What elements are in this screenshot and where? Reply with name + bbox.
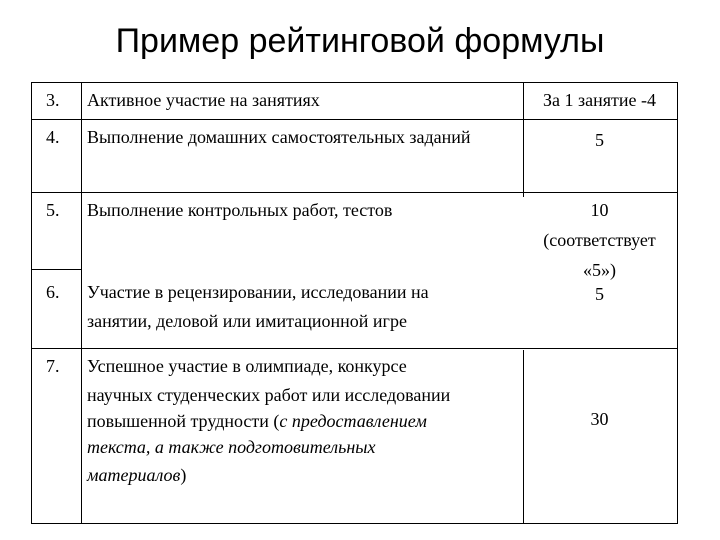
row-value: 30	[590, 409, 609, 429]
row-number: 6.	[46, 282, 60, 302]
row-description: повышенной трудности (с предоставлением	[87, 411, 427, 431]
row-description: Выполнение контрольных работ, тестов	[87, 200, 393, 220]
row-number: 3.	[46, 90, 60, 110]
row-divider	[32, 192, 677, 193]
row-value: «5»)	[583, 260, 616, 280]
row-description: Успешное участие в олимпиаде, конкурсе	[87, 356, 407, 376]
row-description: занятии, деловой или имитационной игре	[87, 311, 407, 331]
row-value: 10	[590, 200, 609, 220]
row-description: текста, а также подготовительных	[87, 437, 376, 457]
column-divider	[523, 350, 524, 523]
page-title: Пример рейтинговой формулы	[115, 22, 605, 60]
row-value: 5	[595, 130, 604, 150]
row-description: Участие в рецензировании, исследовании на	[87, 282, 429, 302]
column-divider	[81, 83, 82, 523]
row-divider	[32, 269, 81, 270]
row-description: научных студенческих работ или исследовании	[87, 385, 451, 405]
rating-table	[31, 82, 678, 524]
row-number: 5.	[46, 200, 60, 220]
row-number: 7.	[46, 356, 60, 376]
row-value: 5	[595, 284, 604, 304]
row-divider	[32, 119, 677, 120]
row-description: Выполнение домашних самостоятельных заданий	[87, 127, 471, 147]
row-description: материалов)	[87, 465, 187, 485]
row-divider	[32, 348, 677, 349]
row-number: 4.	[46, 127, 60, 147]
row-value: (соответствует	[543, 230, 656, 250]
row-value: За 1 занятие -4	[542, 90, 656, 110]
row-description: Активное участие на занятиях	[87, 90, 320, 110]
